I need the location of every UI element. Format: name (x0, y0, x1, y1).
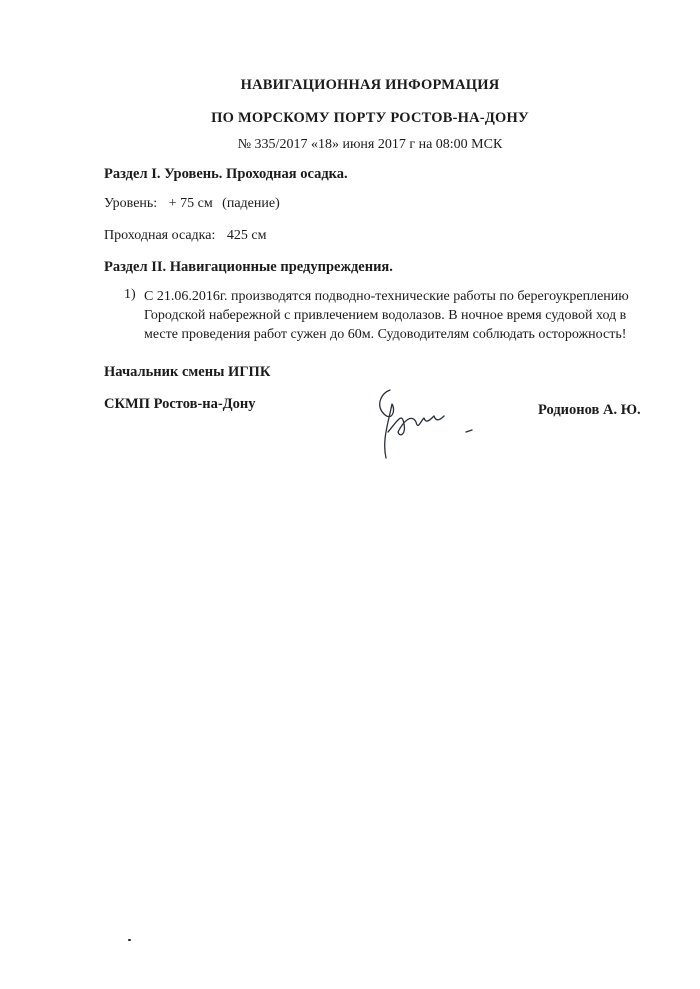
document-title-line2: ПО МОРСКОМУ ПОРТУ РОСТОВ-НА-ДОНУ (211, 110, 529, 126)
signer-position-line2: СКМП Ростов-на-Дону (104, 396, 256, 412)
scan-speck (128, 939, 131, 941)
document-title-line1: НАВИГАЦИОННАЯ ИНФОРМАЦИЯ (240, 77, 500, 93)
handwritten-signature (368, 380, 478, 465)
level-label: Уровень: (104, 196, 158, 211)
level-row (104, 196, 280, 212)
warning-number: 1) (124, 287, 136, 302)
draft-label: Проходная осадка: (104, 228, 216, 243)
draft-value: 425 см (226, 228, 267, 243)
section1-heading: Раздел I. Уровень. Проходная осадка. (104, 166, 348, 182)
draft-row (104, 228, 266, 244)
section2-heading: Раздел II. Навигационные предупреждения. (104, 259, 393, 275)
warning-text: С 21.06.2016г. производятся подводно-технические работы по берегоукреплению Городской набережной с привлечением водолазов. В ночное время судовой ход в месте проведения работ сужен до 60м. Судоводителям соблюдать осторожность! (144, 289, 629, 342)
level-note: (падение) (222, 196, 280, 211)
level-value: + 75 см (168, 196, 213, 211)
signer-name: Родионов А. Ю. (538, 402, 641, 418)
document-number: № 335/2017 «18» июня 2017 г на 08:00 МСК (237, 137, 503, 152)
signer-position-line1: Начальник смены ИГПК (104, 364, 271, 380)
